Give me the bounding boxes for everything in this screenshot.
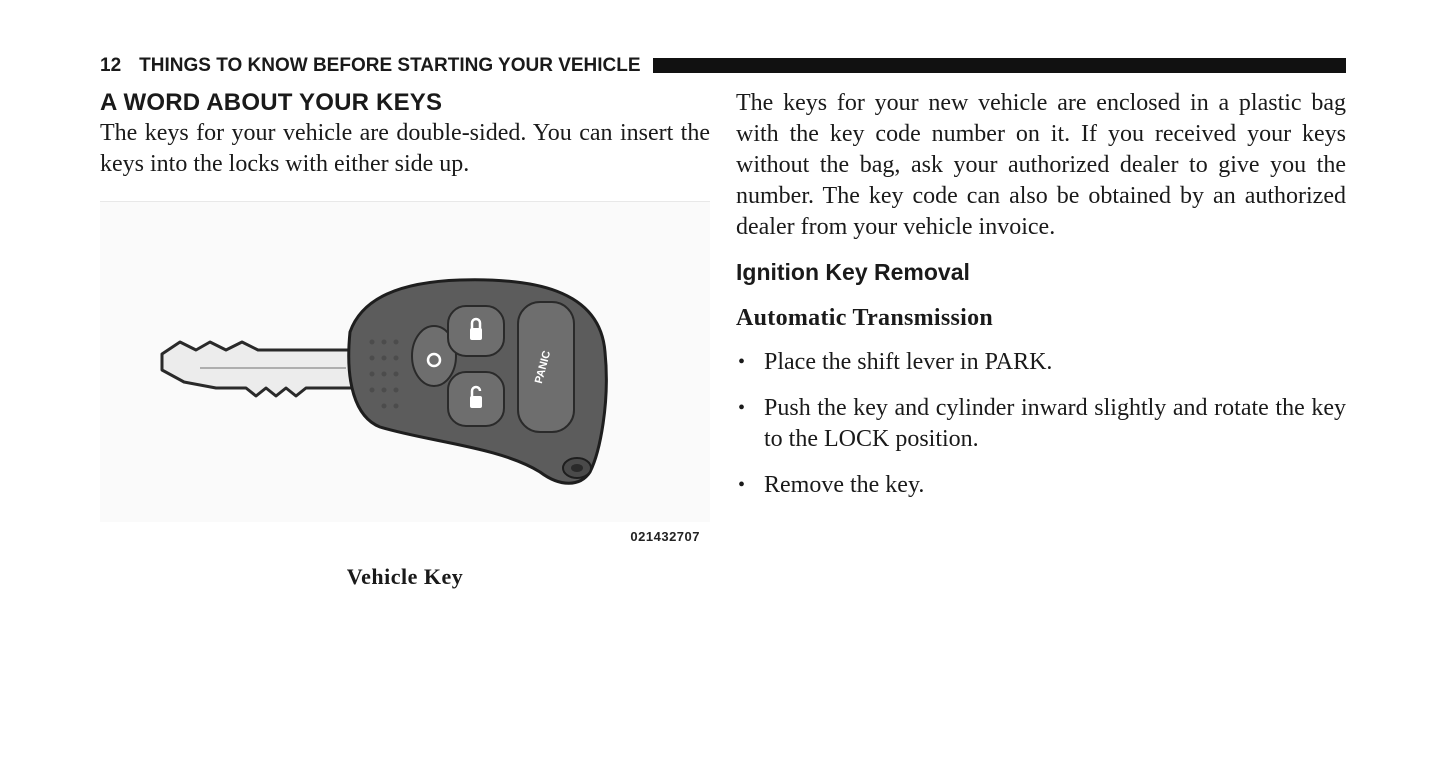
ignition-removal-heading: Ignition Key Removal [736,259,970,285]
panic-label: PANIC [532,349,554,385]
list-item-text: Place the shift lever in PARK. [764,349,1053,375]
automatic-transmission-heading: Automatic Transmission [736,305,994,331]
unlock-button-icon [448,372,504,426]
list-item [736,393,1346,455]
keys-heading: A WORD ABOUT YOUR KEYS [100,89,443,116]
list-item [736,470,1346,501]
list-item-text: Remove the key. [764,472,925,498]
bullet-icon: • [738,397,746,419]
vehicle-key-figure [100,201,710,550]
vehicle-key-illustration [100,202,710,550]
header-rule [653,58,1346,73]
lock-button-icon [448,306,504,356]
bullet-icon: • [738,351,746,373]
list-item-text: Push the key and cylinder inward slightly and rotate the key to the LOCK position. [764,395,1346,452]
page-header [100,54,1346,78]
figure-caption: Vehicle Key [346,564,464,589]
panic-button-icon [518,302,574,432]
removal-steps-list [736,347,1346,501]
bullet-icon: • [738,474,746,496]
left-column [100,88,710,590]
list-item [736,347,1346,378]
key-code-paragraph: The keys for your new vehicle are enclosed in a plastic bag with the key code number on it. If you received your keys without the bag, ask your authorized dealer to give you the number. The key code can also be obtained by an authorized dealer from your vehicle invoice. [736,90,1346,240]
keys-paragraph: The keys for your vehicle are double-sided. You can insert the keys into the locks with either side up. [100,120,710,177]
figure-code: 021432707 [630,529,700,544]
section-title: THINGS TO KNOW BEFORE STARTING YOUR VEHICLE [139,55,641,76]
page-number: 12 [100,55,122,76]
right-column [736,88,1346,501]
